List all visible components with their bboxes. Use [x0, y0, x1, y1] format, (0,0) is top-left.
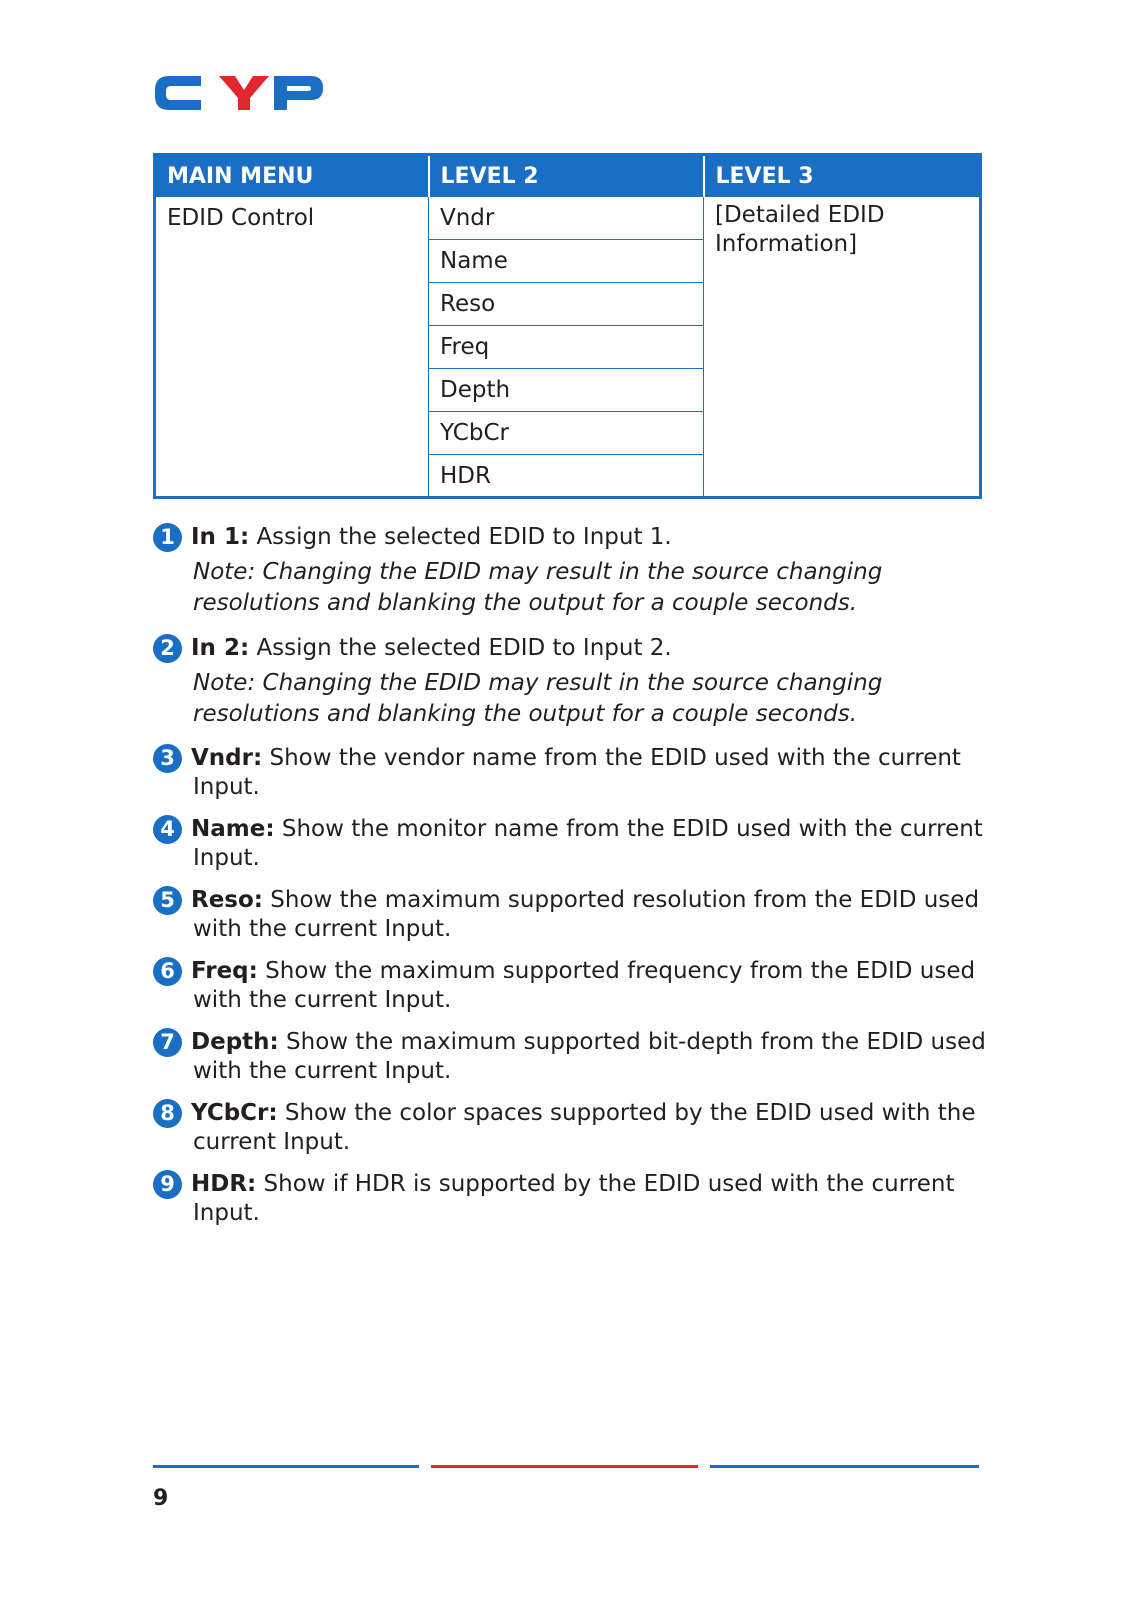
item-text	[191, 812, 983, 846]
page-number: 9	[153, 1486, 169, 1511]
item-term: In 1:	[191, 524, 250, 550]
item-note-line-2: resolutions and blanking the output for a couple seconds.	[193, 590, 858, 616]
footer-line-red-center	[431, 1465, 698, 1468]
item-desc: Show the maximum supported resolution from the EDID used	[263, 887, 980, 913]
footer-line-blue-left	[153, 1465, 419, 1468]
number-badge: 5	[153, 886, 182, 915]
item-term: Reso:	[191, 887, 263, 913]
item-desc: Show the maximum supported bit-depth from the EDID used	[278, 1029, 986, 1055]
level3-line-1: [Detailed EDID	[715, 201, 885, 228]
table-row	[155, 197, 981, 240]
header-level-2: LEVEL 2	[429, 155, 704, 197]
level2-freq: Freq	[429, 326, 704, 369]
item-text	[191, 883, 979, 917]
level2-depth: Depth	[429, 369, 704, 412]
item-continuation: with the current Input.	[193, 916, 452, 942]
number-badge: 6	[153, 957, 182, 986]
number-badge: 2	[153, 634, 182, 663]
level2-hdr: HDR	[429, 455, 704, 498]
item-text	[191, 631, 672, 665]
number-badge: 1	[153, 523, 182, 552]
item-continuation: Input.	[193, 774, 260, 800]
item-continuation: current Input.	[193, 1129, 351, 1155]
menu-table	[153, 153, 982, 499]
number-badge: 8	[153, 1099, 182, 1128]
item-desc: Show if HDR is supported by the EDID used with the current	[256, 1171, 955, 1197]
item-desc: Assign the selected EDID to Input 2.	[249, 635, 672, 661]
item-term: Depth:	[191, 1029, 279, 1055]
item-term: Name:	[191, 816, 275, 842]
item-note-line-2: resolutions and blanking the output for a couple seconds.	[193, 701, 858, 727]
item-term: YCbCr:	[191, 1100, 278, 1126]
cyp-logo	[153, 74, 325, 112]
level3-line-2: Information]	[715, 230, 858, 257]
item-desc: Assign the selected EDID to Input 1.	[249, 524, 672, 550]
cyp-logo-graphic	[153, 74, 325, 112]
item-text	[191, 741, 961, 775]
item-text	[191, 954, 975, 988]
item-text	[191, 1167, 954, 1201]
level2-reso: Reso	[429, 283, 704, 326]
item-desc: Show the vendor name from the EDID used with the current	[262, 745, 961, 771]
level2-name: Name	[429, 240, 704, 283]
item-desc: Show the maximum supported frequency from the EDID used	[257, 958, 976, 984]
item-note-line-1: Note: Changing the EDID may result in the source changing	[193, 559, 883, 585]
header-main-menu: MAIN MENU	[155, 155, 429, 197]
number-badge: 3	[153, 744, 182, 773]
item-text	[191, 520, 672, 554]
number-badge: 4	[153, 815, 182, 844]
level3-cell	[704, 197, 981, 498]
item-continuation: Input.	[193, 1200, 260, 1226]
item-text	[191, 1025, 986, 1059]
main-menu-cell: EDID Control	[155, 197, 429, 498]
item-continuation: with the current Input.	[193, 1058, 452, 1084]
item-term: In 2:	[191, 635, 250, 661]
item-continuation: Input.	[193, 845, 260, 871]
item-term: HDR:	[191, 1171, 257, 1197]
table-header-row	[155, 155, 981, 197]
item-desc: Show the monitor name from the EDID used with the current	[274, 816, 983, 842]
footer-line-blue-right	[710, 1465, 979, 1468]
item-note-line-1: Note: Changing the EDID may result in the source changing	[193, 670, 883, 696]
item-text	[191, 1096, 976, 1130]
item-desc: Show the color spaces supported by the EDID used with the	[277, 1100, 976, 1126]
header-level-3: LEVEL 3	[704, 155, 981, 197]
number-badge: 9	[153, 1170, 182, 1199]
number-badge: 7	[153, 1028, 182, 1057]
level2-vndr: Vndr	[429, 197, 704, 240]
item-term: Vndr:	[191, 745, 263, 771]
level2-ycbcr: YCbCr	[429, 412, 704, 455]
item-continuation: with the current Input.	[193, 987, 452, 1013]
item-term: Freq:	[191, 958, 258, 984]
